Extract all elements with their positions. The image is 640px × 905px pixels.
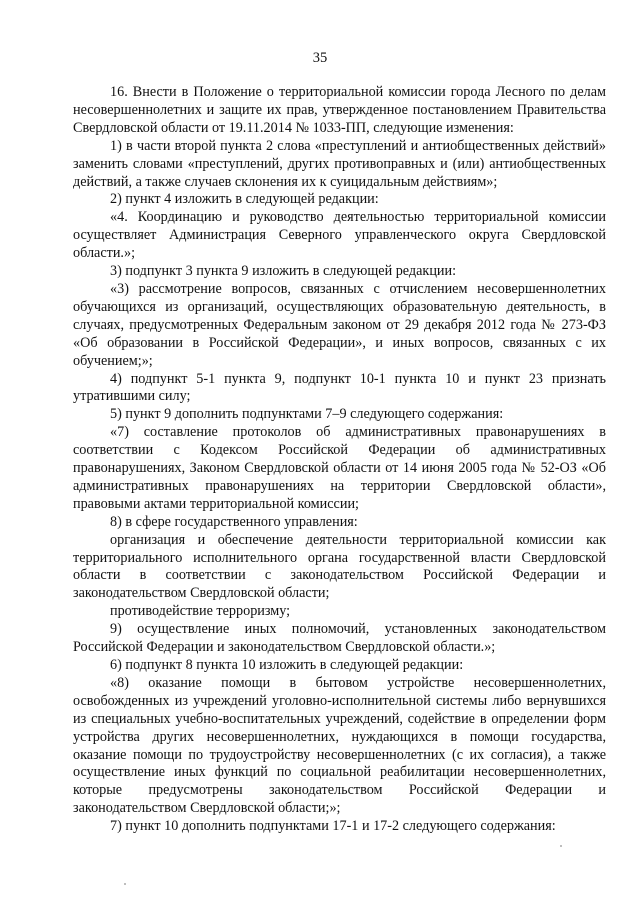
page-number: 35 bbox=[312, 50, 328, 66]
paragraph-16-intro: 16. Внести в Положение о территориальной комиссии города Лесного по делам несовершеннолетних и защите их прав, утвержденное постановлением Правительства Свердловской области от 19.11.2014 № 1033-ПП, следующие изменения: bbox=[73, 84, 606, 136]
paragraph-quote-8-new: «8) оказание помощи в бытовом устройстве несовершеннолетних, освобожденных из учреждений уголовно-исполнительной системы либо вернувшихся из специальных учебно-воспитательных учреждений, содействие в определении форм устройства других несовершеннолетних, нуждающихся в помощи государства, оказание помощи по трудоустройству несовершеннолетних (с их согласия), а также осуществление иных функций по социальной реабилитации несовершеннолетних, которые предусмотрены законодательством Российской Федерации и законодательством Свердловской области;»; bbox=[73, 674, 606, 817]
paragraph-item-6: 6) подпункт 8 пункта 10 изложить в следующей редакции: bbox=[110, 657, 464, 673]
paragraph-item-2: 2) пункт 4 изложить в следующей редакции: bbox=[110, 191, 379, 208]
paragraph-organization: организация и обеспечение деятельности территориальной комиссии как территориального исполнительного органа государственной власти Свердловской области в соответствии с законодательством Российской Федерации и законодательством Свердловской области; bbox=[73, 531, 606, 602]
paragraph-quote-8: 8) в сфере государственного управления: bbox=[110, 513, 358, 530]
paragraph-quote-7: «7) составление протоколов об административных правонарушениях в соответствии с Кодексом Российской Федерации об административных правонарушениях, Законом Свердловской области от 14 июня 2005 года № 52-ОЗ «Об административных правонарушениях на территории Свердловской области», правовыми актами территориальной комиссии; bbox=[73, 424, 606, 512]
scan-speck bbox=[124, 883, 126, 885]
paragraph-terrorism: противодействие терроризму; bbox=[110, 603, 291, 620]
paragraph-quote-9: 9) осуществление иных полномочий, установленных законодательством Российской Федерации и законодательством Свердловской области.»; bbox=[73, 621, 606, 656]
paragraph-item-3: 3) подпункт 3 пункта 9 изложить в следующей редакции: bbox=[110, 263, 457, 280]
paragraph-quote-3: «3) рассмотрение вопросов, связанных с отчислением несовершеннолетних обучающихся из организаций, осуществляющих образовательную деятельность, в случаях, предусмотренных Федеральным законом от 29 декабря 2012 года № 273-ФЗ «Об образовании в Российской Федерации», и иных вопросов, связанных с их обучением;»; bbox=[73, 280, 606, 369]
paragraph-item-4: 4) подпункт 5-1 пункта 9, подпункт 10-1 пункта 10 и пункт 23 признать утратившими силу; bbox=[73, 370, 606, 405]
paragraph-item-7: 7) пункт 10 дополнить подпунктами 17-1 и 17-2 следующего содержания: bbox=[110, 818, 556, 835]
paragraph-item-1: 1) в части второй пункта 2 слова «преступлений и антиобщественных действий» заменить словами «преступлений, других противоправных и (или) антиобщественных действий, а также случаев склонения их к суицидальным действиям»; bbox=[73, 137, 606, 190]
document-body bbox=[73, 84, 606, 836]
scan-speck bbox=[560, 845, 562, 847]
paragraph-quote-4: «4. Координацию и руководство деятельностью территориальной комиссии осуществляет Администрация Северного управленческого округа Свердловской области.»; bbox=[73, 209, 606, 262]
paragraph-item-5: 5) пункт 9 дополнить подпунктами 7–9 следующего содержания: bbox=[110, 406, 504, 423]
